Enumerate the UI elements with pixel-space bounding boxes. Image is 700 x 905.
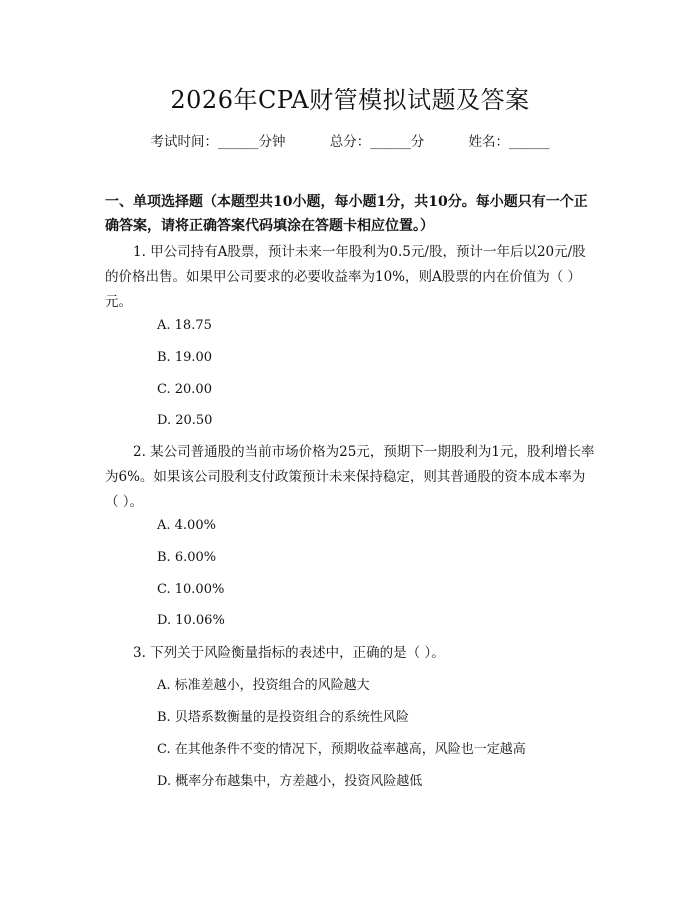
question-3-option-a: A. 标准差越小，投资组合的风险越大 xyxy=(157,678,370,693)
exam-info-line xyxy=(0,130,700,150)
question-3-option-d: D. 概率分布越集中，方差越小，投资风险越低 xyxy=(157,774,423,789)
section-heading: 一、单项选择题（本题型共10小题，每小题1分，共10分。每小题只有一个正确答案，请将正确答案代码填涂在答题卡相应位置。） xyxy=(105,194,588,234)
question-3: 3. 下列关于风险衡量指标的表述中，正确的是（ ）。 xyxy=(133,645,445,661)
exam-time-field: 考试时间：______分钟 xyxy=(150,134,286,150)
question-1-option-b: B. 19.00 xyxy=(157,350,213,365)
question-2-option-d: D. 10.06% xyxy=(157,613,225,628)
name-field: 姓名：______ xyxy=(468,134,550,150)
question-2: 2. 某公司普通股的当前市场价格为25元，预期下一期股利为1元，股利增长率为6%。如果该公司股利支付政策预计未来保持稳定，则其普通股的资本成本率为（ ）。 xyxy=(105,444,595,510)
question-1-option-d: D. 20.50 xyxy=(157,413,213,428)
question-1-option-c: C. 20.00 xyxy=(157,382,212,397)
question-2-option-b: B. 6.00% xyxy=(157,550,217,565)
question-3-option-b: B. 贝塔系数衡量的是投资组合的系统性风险 xyxy=(157,710,409,725)
question-2-option-c: C. 10.00% xyxy=(157,582,225,597)
question-2-option-a: A. 4.00% xyxy=(157,518,216,533)
question-1-option-a: A. 18.75 xyxy=(157,318,212,333)
question-3-option-c: C. 在其他条件不变的情况下，预期收益率越高，风险也一定越高 xyxy=(157,742,526,757)
question-1: 1. 甲公司持有A股票，预计未来一年股利为0.5元/股，预计一年后以20元/股的价格出售。如果甲公司要求的必要收益率为10%，则A股票的内在价值为（ ）元。 xyxy=(105,244,586,310)
page-title: 2026年CPA财管模拟试题及答案 xyxy=(170,86,530,114)
total-score-field: 总分：______分 xyxy=(329,134,425,150)
